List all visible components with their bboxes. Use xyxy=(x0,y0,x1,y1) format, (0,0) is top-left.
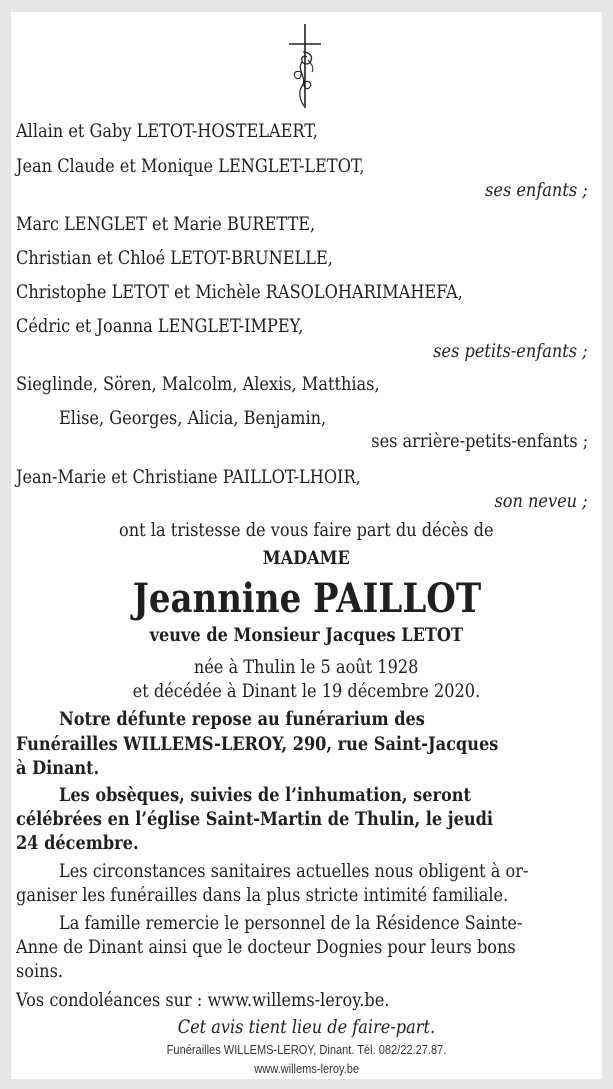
grandchild-line-1: Marc LENGLET et Marie BURETTE, xyxy=(16,213,316,235)
honorific: MADAME xyxy=(262,547,351,569)
notice-line: Cet avis tient lieu de faire-part. xyxy=(177,1016,436,1038)
intro-text: ont la tristesse de vous faire part du décès de xyxy=(119,519,494,541)
deceased-name: Jeannine PAILLOT xyxy=(132,575,481,622)
great-grandchild-line-1: Sieglinde, Sören, Malcolm, Alexis, Matthias, xyxy=(16,373,380,395)
grandchildren-role: ses petits-enfants ; xyxy=(433,340,588,362)
thanks-line-3: soins. xyxy=(16,960,64,982)
thanks-line-2: Anne de Dinant ainsi que le docteur Dognies pour leurs bons xyxy=(16,936,516,958)
repose-line-2: Funérailles WILLEMS-LEROY, 290, rue Saint-Jacques xyxy=(16,733,499,755)
grandchild-line-4: Cédric et Joanna LENGLET-IMPEY, xyxy=(16,315,304,337)
footer-website-wrap xyxy=(11,1062,602,1075)
nephew-line: Jean-Marie et Christiane PAILLOT-LHOIR, xyxy=(16,466,361,488)
death-info-wrap xyxy=(11,682,602,701)
great-grandchildren-role: ses arrière-petits-enfants ; xyxy=(371,430,588,452)
repose-line-3: à Dinant. xyxy=(16,757,100,779)
condolences-line: Vos condoléances sur : www.willems-leroy.be. xyxy=(16,989,390,1011)
deceased-name-wrap xyxy=(11,575,602,622)
grandchild-line-3: Christophe LETOT et Michèle RASOLOHARIMAHEFA, xyxy=(16,281,463,303)
footer-company: Funérailles WILLEMS-LEROY, Dinant. Tél. 082/22.27.87. xyxy=(166,1042,447,1057)
circumstances-line-1: Les circonstances sanitaires actuelles nous obligent à or- xyxy=(59,860,529,882)
children-role: ses enfants ; xyxy=(485,179,588,201)
honorific-wrap xyxy=(11,549,602,568)
thanks-line-1: La famille remercie le personnel de la Résidence Sainte- xyxy=(59,912,523,934)
obituary-notice xyxy=(11,12,602,1079)
funeral-line-3: 24 décembre. xyxy=(16,832,139,854)
widow-of-wrap xyxy=(11,626,602,645)
intro-text-wrap xyxy=(11,521,602,540)
cross-with-rose-icon xyxy=(282,22,328,110)
child-line-1: Allain et Gaby LETOT-HOSTELAERT, xyxy=(16,120,318,142)
death-info: et décédée à Dinant le 19 décembre 2020. xyxy=(132,680,481,702)
birth-info-wrap xyxy=(11,658,602,677)
footer-website: www.willems-leroy.be xyxy=(254,1061,359,1076)
birth-info: née à Thulin le 5 août 1928 xyxy=(194,656,419,678)
circumstances-line-2: ganiser les funérailles dans la plus stricte intimité familiale. xyxy=(16,884,509,906)
funeral-line-2: célébrées en l’église Saint-Martin de Thulin, le jeudi xyxy=(16,808,494,830)
notice-line-wrap xyxy=(11,1018,602,1037)
footer-company-wrap xyxy=(11,1043,602,1056)
widow-of: veuve de Monsieur Jacques LETOT xyxy=(149,624,464,646)
great-grandchild-line-2: Elise, Georges, Alicia, Benjamin, xyxy=(59,407,327,429)
child-line-2: Jean Claude et Monique LENGLET-LETOT, xyxy=(16,155,365,177)
nephew-role: son neveu ; xyxy=(494,490,588,512)
grandchild-line-2: Christian et Chloé LETOT-BRUNELLE, xyxy=(16,247,333,269)
repose-line-1: Notre défunte repose au funérarium des xyxy=(59,708,425,730)
funeral-line-1: Les obsèques, suivies de l’inhumation, seront xyxy=(59,784,471,806)
